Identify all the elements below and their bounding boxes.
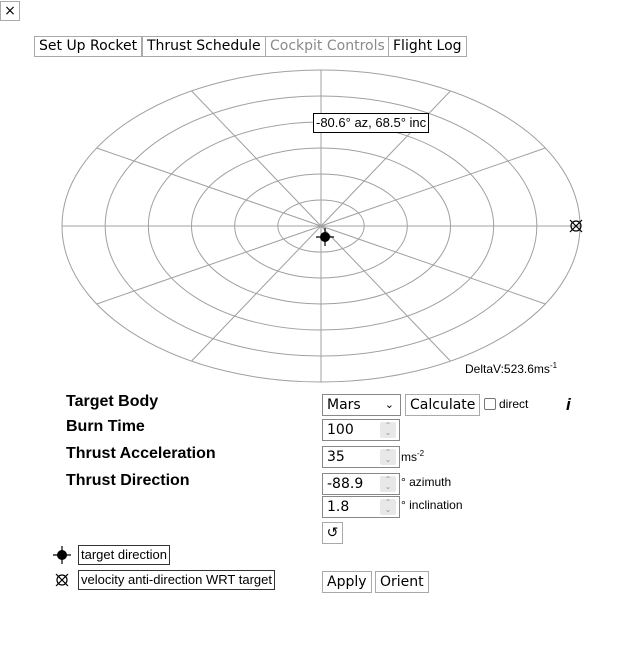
- apply-button[interactable]: Apply: [322, 571, 372, 593]
- azimuth-input[interactable]: -88.9 ⌃ ⌄: [322, 473, 400, 495]
- spinner-icon[interactable]: ⌃ ⌄: [380, 499, 396, 515]
- thrust-direction-label: Thrust Direction: [66, 472, 190, 489]
- chevron-down-icon: ⌄: [384, 398, 394, 411]
- velocity-anti-direction-legend-icon: [52, 570, 72, 590]
- burn-time-input[interactable]: 100 ⌃ ⌄: [322, 419, 400, 441]
- tab-cockpit-controls[interactable]: Cockpit Controls: [265, 36, 390, 57]
- target-direction-marker: [316, 228, 334, 246]
- acceleration-unit: $ms^{-2}$: [401, 449, 425, 464]
- spinner-icon[interactable]: ⌃ ⌄: [380, 422, 396, 438]
- direct-checkbox[interactable]: [484, 398, 496, 410]
- plot-markers: [316, 220, 582, 246]
- deltav-readout: $DeltaV:523.6ms^{-1}$: [465, 361, 558, 376]
- burn-time-label: Burn Time: [66, 418, 145, 435]
- thrust-acceleration-input[interactable]: 35 ⌃ ⌄: [322, 446, 400, 468]
- close-button[interactable]: ×: [0, 1, 20, 21]
- velocity-anti-direction-legend: velocity anti-direction WRT target: [78, 570, 275, 590]
- info-icon[interactable]: i: [566, 395, 571, 414]
- direct-label: direct: [499, 397, 529, 411]
- tab-flight-log[interactable]: Flight Log: [388, 36, 467, 57]
- thrust-acceleration-label: Thrust Acceleration: [66, 445, 216, 462]
- calculate-button[interactable]: Calculate: [405, 394, 480, 416]
- reset-button[interactable]: ↺: [322, 522, 343, 544]
- tab-thrust-schedule[interactable]: Thrust Schedule: [142, 36, 266, 57]
- target-direction-legend: target direction: [78, 545, 170, 565]
- azimuth-unit: ° azimuth: [401, 475, 452, 489]
- orient-button[interactable]: Orient: [375, 571, 429, 593]
- direction-tooltip: -80.6° az, 68.5° inc: [313, 113, 429, 133]
- target-direction-legend-icon: [52, 545, 72, 565]
- spinner-icon[interactable]: ⌃ ⌄: [380, 449, 396, 465]
- tab-set-up-rocket[interactable]: Set Up Rocket: [34, 36, 142, 57]
- target-body-select[interactable]: Mars ⌄: [322, 394, 401, 416]
- target-body-label: Target Body: [66, 393, 159, 410]
- inclination-input[interactable]: 1.8 ⌃ ⌄: [322, 496, 400, 518]
- spinner-icon[interactable]: ⌃ ⌄: [380, 476, 396, 492]
- inclination-unit: ° inclination: [401, 498, 463, 512]
